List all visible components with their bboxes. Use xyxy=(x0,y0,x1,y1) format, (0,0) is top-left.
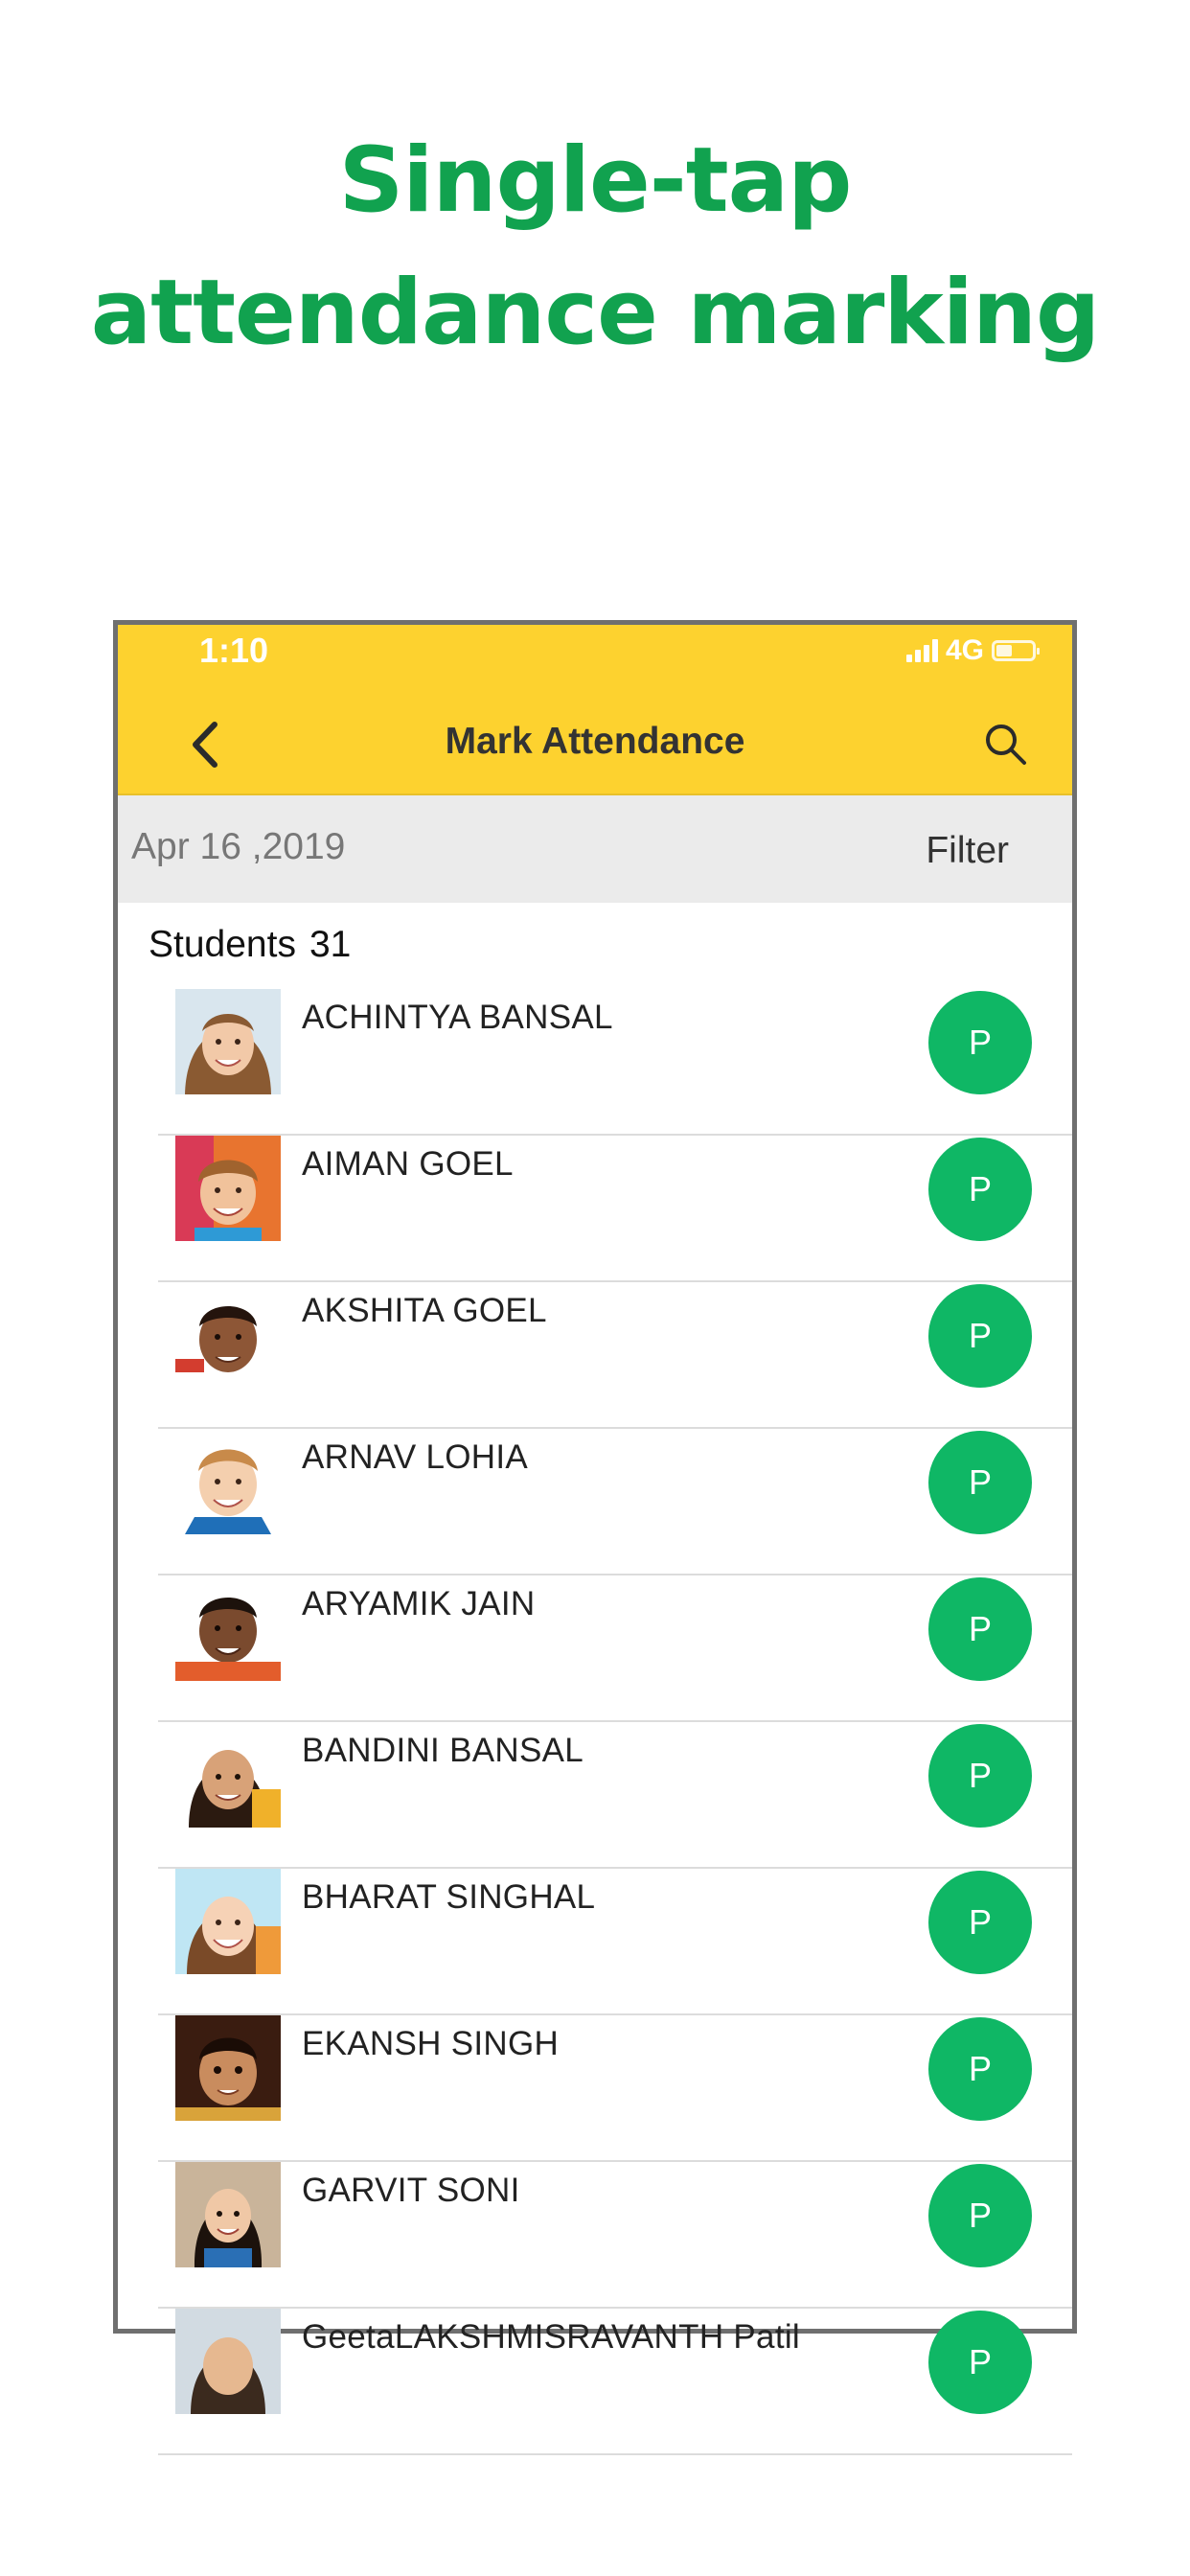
present-toggle-button[interactable]: P xyxy=(928,1431,1032,1534)
students-count-header xyxy=(149,924,351,966)
student-name: EKANSH SINGH xyxy=(302,2025,560,2062)
search-icon xyxy=(982,721,1028,767)
student-row[interactable] xyxy=(158,2309,1072,2455)
student-avatar xyxy=(175,1136,281,1241)
student-avatar xyxy=(175,989,281,1094)
present-toggle-button[interactable]: P xyxy=(928,991,1032,1094)
status-indicators xyxy=(906,634,1036,667)
student-list xyxy=(118,989,1072,2455)
headline-line-1: Single-tap xyxy=(338,128,852,233)
status-time: 1:10 xyxy=(199,631,269,670)
student-row[interactable] xyxy=(158,1136,1072,1282)
present-toggle-button[interactable]: P xyxy=(928,1871,1032,1974)
student-name: BHARAT SINGHAL xyxy=(302,1878,596,1916)
student-avatar xyxy=(175,2309,281,2414)
signal-icon xyxy=(906,639,938,662)
student-avatar xyxy=(175,1429,281,1534)
student-avatar xyxy=(175,2162,281,2267)
present-toggle-button[interactable]: P xyxy=(928,1577,1032,1681)
present-toggle-button[interactable]: P xyxy=(928,2017,1032,2121)
student-row[interactable] xyxy=(158,1282,1072,1429)
battery-icon xyxy=(992,640,1036,661)
network-label: 4G xyxy=(945,634,984,666)
date-bar xyxy=(118,795,1072,903)
students-count: 31 xyxy=(309,924,352,965)
student-avatar xyxy=(175,1282,281,1388)
present-toggle-button[interactable]: P xyxy=(928,1284,1032,1388)
present-toggle-button[interactable]: P xyxy=(928,2164,1032,2267)
headline-line-2: attendance marking xyxy=(90,261,1100,365)
phone-frame xyxy=(113,620,1077,2381)
date-selector[interactable]: Apr 16 ,2019 xyxy=(131,826,346,867)
students-label: Students xyxy=(149,924,296,965)
present-toggle-button[interactable]: P xyxy=(928,2311,1032,2414)
search-button[interactable] xyxy=(974,713,1036,774)
student-row[interactable] xyxy=(158,1576,1072,1722)
student-row[interactable] xyxy=(158,1722,1072,1869)
student-name: BANDINI BANSAL xyxy=(302,1732,584,1769)
present-toggle-button[interactable]: P xyxy=(928,1138,1032,1241)
student-name: ARNAV LOHIA xyxy=(302,1438,529,1476)
student-row[interactable] xyxy=(158,2162,1072,2309)
student-row[interactable] xyxy=(158,1869,1072,2015)
student-name: ARYAMIK JAIN xyxy=(302,1585,536,1622)
student-name: GARVIT SONI xyxy=(302,2172,520,2209)
present-toggle-button[interactable]: P xyxy=(928,1724,1032,1828)
student-name: GeetaLAKSHMISRAVANTH Patil xyxy=(302,2318,800,2356)
student-row[interactable] xyxy=(158,2015,1072,2162)
student-avatar xyxy=(175,1576,281,1681)
student-row[interactable] xyxy=(158,1429,1072,1576)
student-name: ACHINTYA BANSAL xyxy=(302,999,613,1036)
student-avatar xyxy=(175,1722,281,1828)
student-name: AIMAN GOEL xyxy=(302,1145,514,1183)
student-name: AKSHITA GOEL xyxy=(302,1292,547,1329)
student-avatar xyxy=(175,1869,281,1974)
page-title: Mark Attendance xyxy=(445,721,745,762)
filter-button[interactable]: Filter xyxy=(926,830,1009,871)
app-header xyxy=(118,625,1072,795)
headline xyxy=(0,115,1190,380)
student-avatar xyxy=(175,2015,281,2121)
student-row[interactable] xyxy=(158,989,1072,1136)
